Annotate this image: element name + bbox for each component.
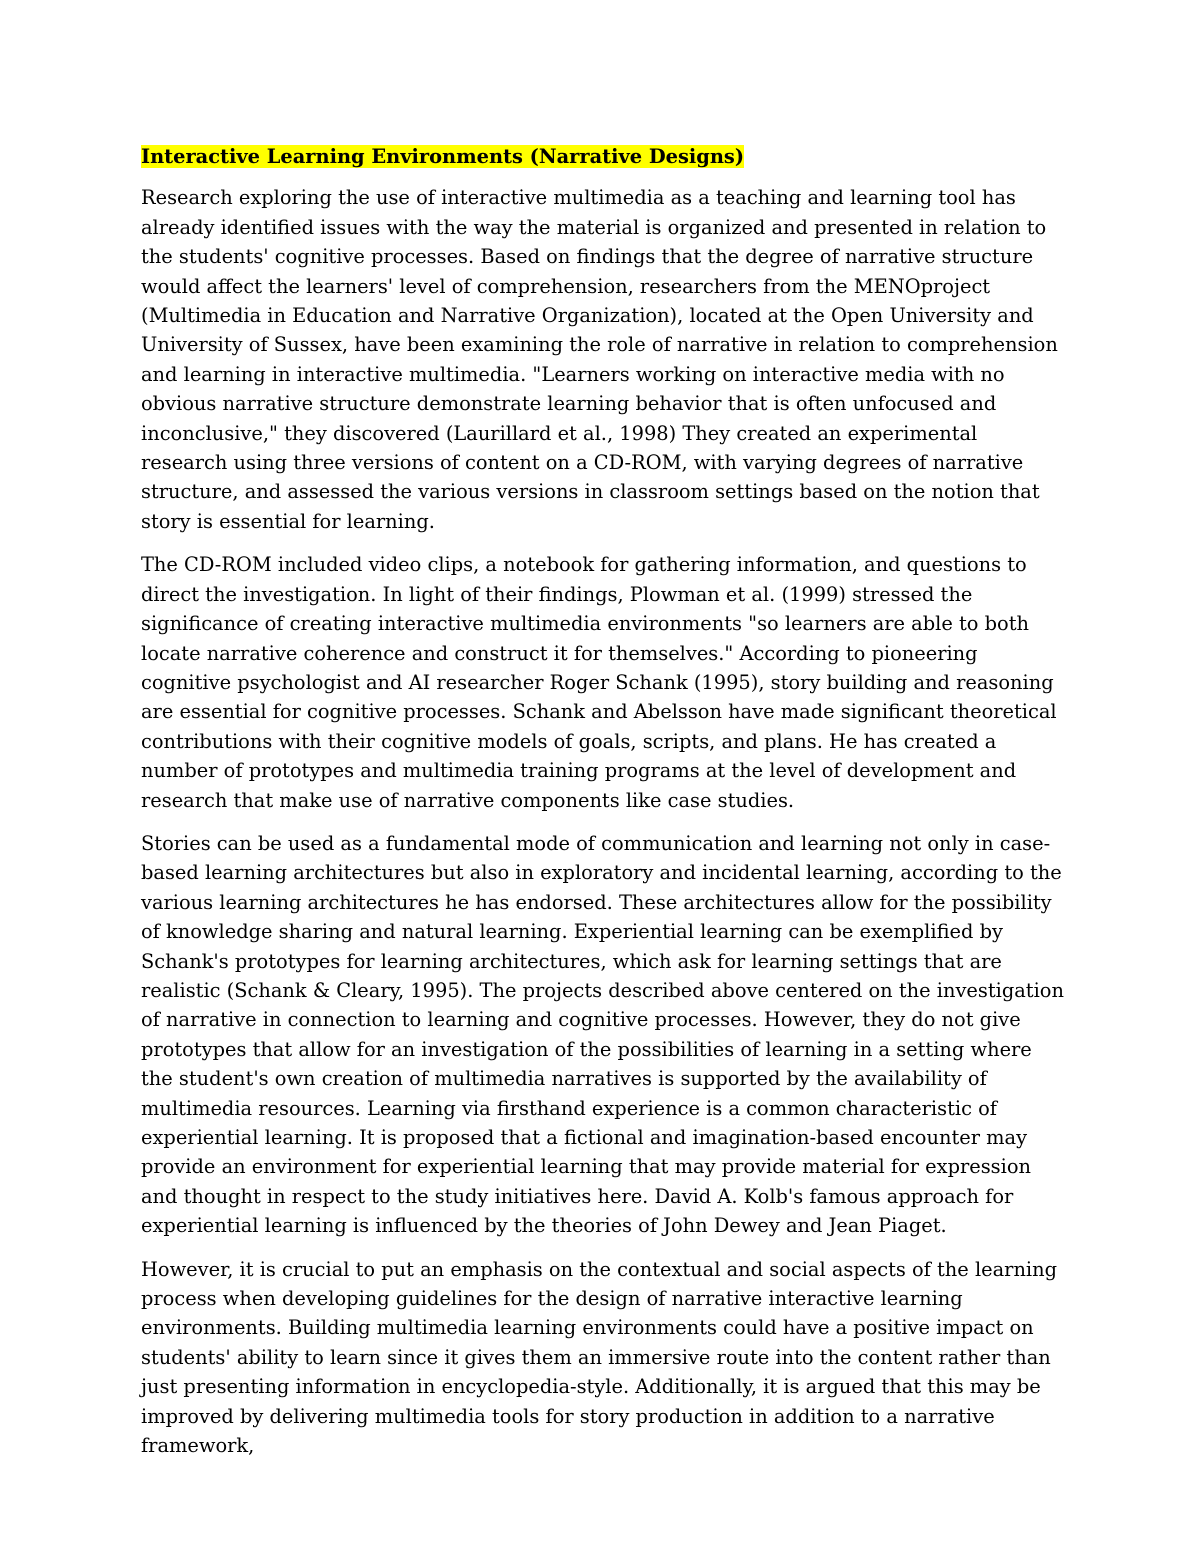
document-body xyxy=(141,142,1066,1474)
paragraph-1: Research exploring the use of interactive multimedia as a teaching and learning tool has already identified issues with the way the material is organized and presented in relation to the students' cognitive processes. Based on findings that the degree of narrative structure would affect the learners' level of comprehension, researchers from the MENOproject (Multimedia in Education and Narrative Organization), located at the Open University and University of Sussex, have been examining the role of narrative in relation to comprehension and learning in interactive multimedia. "Learners working on interactive media with no obvious narrative structure demonstrate learning behavior that is often unfocused and inconclusive," they discovered (Laurillard et al., 1998) They created an experimental research using three versions of content on a CD-ROM, with varying degrees of narrative structure, and assessed the various versions in classroom settings based on the notion that story is essential for learning. xyxy=(141,186,1058,533)
paragraph-2: The CD-ROM included video clips, a notebook for gathering information, and questions to direct the investigation. In light of their findings, Plowman et al. (1999) stressed the significance of creating interactive multimedia environments "so learners are able to both locate narrative coherence and construct it for themselves." According to pioneering cognitive psychologist and AI researcher Roger Schank (1995), story building and reasoning are essential for cognitive processes. Schank and Abelsson have made significant theoretical contributions with their cognitive models of goals, scripts, and plans. He has created a number of prototypes and multimedia training programs at the level of development and research that make use of narrative components like case studies. xyxy=(141,553,1057,812)
document-title-text: Interactive Learning Environments (Narrative Designs) xyxy=(141,145,745,168)
paragraph-4: However, it is crucial to put an emphasis on the contextual and social aspects of the learning process when developing guidelines for the design of narrative interactive learning environments. Building multimedia learning environments could have a positive impact on students' ability to learn since it gives them an immersive route into the content rather than just presenting information in encyclopedia-style. Additionally, it is argued that this may be improved by delivering multimedia tools for story production in addition to a narrative framework, xyxy=(141,1257,1058,1458)
paragraph-3: Stories can be used as a fundamental mode of communication and learning not only in case-based learning architectures but also in exploratory and incidental learning, according to the various learning architectures he has endorsed. These architectures allow for the possibility of knowledge sharing and natural learning. Experiential learning can be exemplified by Schank's prototypes for learning architectures, which ask for learning settings that are realistic (Schank & Cleary, 1995). The projects described above centered on the investigation of narrative in connection to learning and cognitive processes. However, they do not give prototypes that allow for an investigation of the possibilities of learning in a setting where the student's own creation of multimedia narratives is supported by the availability of multimedia resources. Learning via firsthand experience is a common characteristic of experiential learning. It is proposed that a fictional and imagination-based encounter may provide an environment for experiential learning that may provide material for expression and thought in respect to the study initiatives here. David A. Kolb's famous approach for experiential learning is influenced by the theories of John Dewey and Jean Piaget. xyxy=(141,831,1064,1238)
document-title xyxy=(141,142,1066,171)
